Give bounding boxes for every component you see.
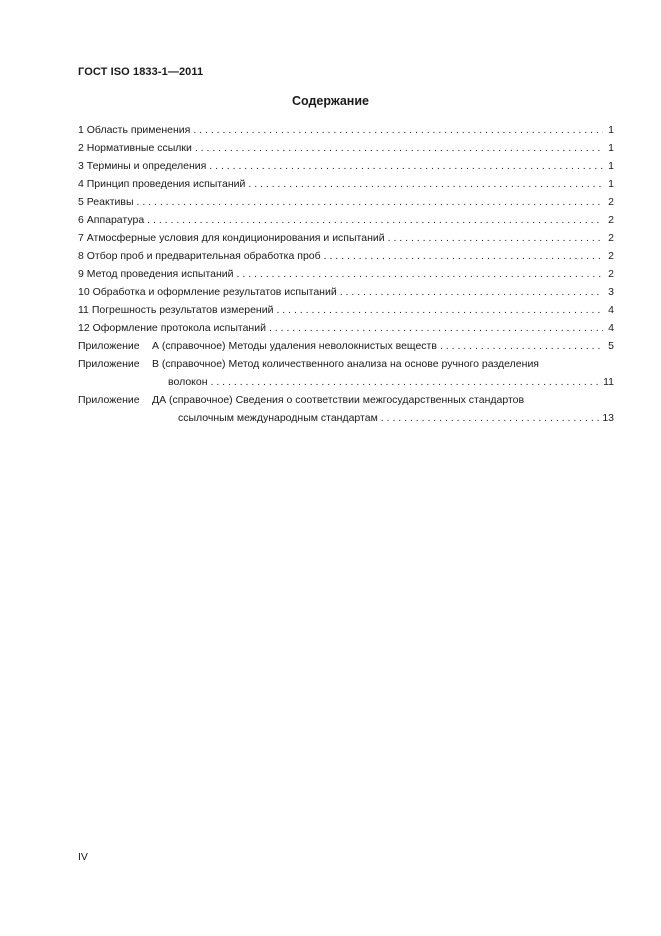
annex-title-continued: ссылочным международным стандартам [178,412,378,424]
toc-entry[interactable] [78,301,614,319]
document-header: ГОСТ ISO 1833-1—2011 [78,66,204,78]
dot-leader [440,337,603,355]
annex-title: ДА (справочное) Сведения о соответствии межгосударственных стандартов [152,394,525,406]
annex-title: А (справочное) Методы удаления неволокнистых веществ [152,340,437,352]
dot-leader [269,319,603,337]
dot-leader [381,409,600,427]
dot-leader [388,229,603,247]
annex-title-continued: волокон [168,376,208,388]
toc-entry-label: 8 Отбор проб и предварительная обработка проб [78,250,321,262]
toc-entry[interactable] [78,283,614,301]
toc-annex-a[interactable] [78,337,614,355]
toc-entry-page: 1 [608,142,614,154]
toc-entry-label: 12 Оформление протокола испытаний [78,322,266,334]
toc-entry-page: 2 [608,232,614,244]
toc-entry-label: 1 Область применения [78,124,191,136]
toc-entry-label: 3 Термины и определения [78,160,207,172]
toc-entry-page: 3 [608,286,614,298]
toc-entry-label: 5 Реактивы [78,196,134,208]
toc-entry[interactable] [78,319,614,337]
dot-leader [147,211,603,229]
toc-entry-label: 4 Принцип проведения испытаний [78,178,246,190]
toc-annex-b[interactable] [78,355,614,391]
dot-leader [340,283,603,301]
toc-entry[interactable] [78,265,614,283]
toc-entry[interactable] [78,157,614,175]
toc-entry-page: 13 [602,412,614,424]
toc-entry-label: 9 Метод проведения испытаний [78,268,234,280]
toc-entry-page: 1 [608,178,614,190]
dot-leader [237,265,603,283]
toc-entry-page: 5 [608,340,614,352]
toc-entry-page: 2 [608,214,614,226]
toc-entry-page: 1 [608,124,614,136]
toc-entry-label: 2 Нормативные ссылки [78,142,192,154]
toc-entry[interactable] [78,139,614,157]
toc-entry[interactable] [78,193,614,211]
dot-leader [248,175,603,193]
annex-prefix: Приложение [78,394,140,406]
annex-prefix: Приложение [78,340,140,352]
toc-entry-label: 6 Аппаратура [78,214,145,226]
toc-entry[interactable] [78,247,614,265]
toc-entry-label: 7 Атмосферные условия для кондиционирования и испытаний [78,232,385,244]
annex-title: В (справочное) Метод количественного анализа на основе ручного разделения [152,358,539,370]
page-number: IV [78,851,88,863]
toc-entry-page: 2 [608,268,614,280]
dot-leader [324,247,603,265]
annex-prefix: Приложение [78,358,140,370]
toc-entry-page: 4 [608,304,614,316]
toc-entry[interactable] [78,175,614,193]
dot-leader [211,373,601,391]
toc-entry[interactable] [78,229,614,247]
toc-entry-page: 4 [608,322,614,334]
toc-annex-da[interactable] [78,391,614,427]
dot-leader [195,139,603,157]
table-of-contents [78,121,614,427]
toc-entry-label: 10 Обработка и оформление результатов испытаний [78,286,337,298]
toc-entry[interactable] [78,211,614,229]
toc-title: Содержание [291,94,369,108]
dot-leader [209,157,603,175]
toc-entry-page: 2 [608,196,614,208]
toc-entry-page: 2 [608,250,614,262]
toc-entry-page: 11 [603,376,614,388]
toc-entry-page: 1 [608,160,614,172]
dot-leader [193,121,603,139]
dot-leader [137,193,604,211]
toc-entry[interactable] [78,121,614,139]
toc-entry-label: 11 Погрешность результатов измерений [78,304,274,316]
dot-leader [276,301,603,319]
